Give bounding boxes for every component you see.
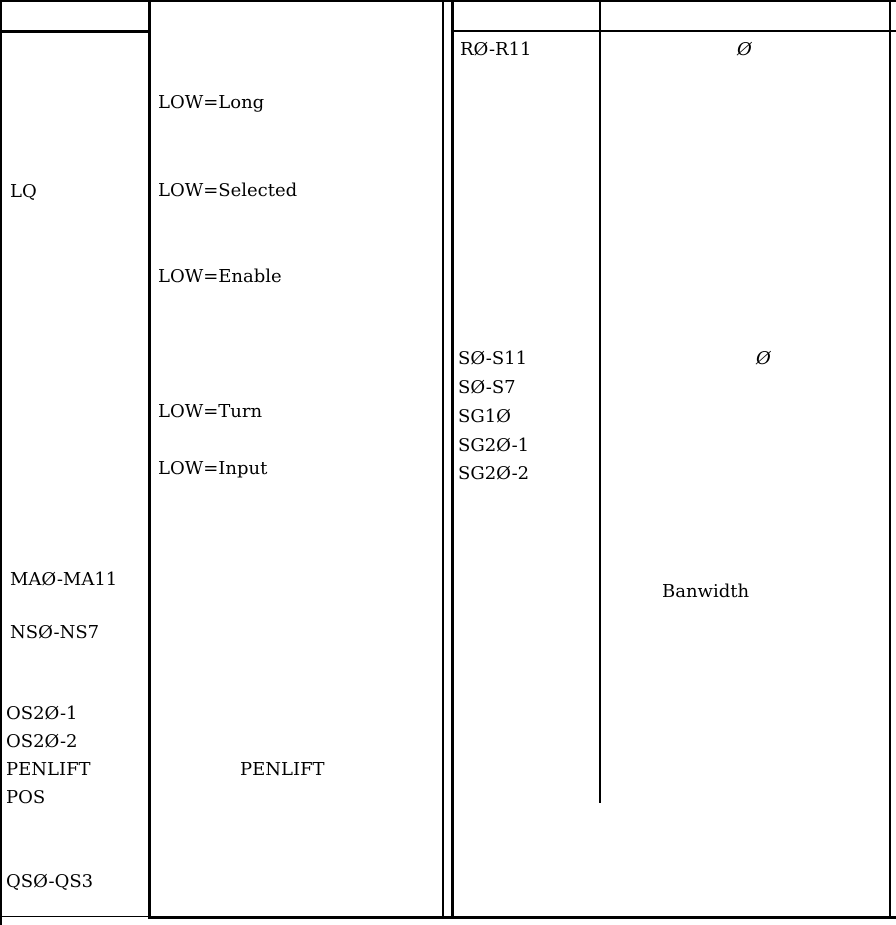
- description-cell: LOW=Enable: [158, 266, 282, 287]
- value-cell: Banwidth: [662, 581, 750, 602]
- signal-name-cell: PENLIFT: [6, 759, 91, 780]
- double-rule-left: [442, 0, 444, 919]
- right-table-header-rule: [452, 30, 896, 32]
- signal-name-cell: SØ-S11: [458, 348, 528, 369]
- value-cell: Ø: [756, 348, 771, 369]
- right-edge: [889, 0, 891, 919]
- double-rule-right: [451, 0, 454, 919]
- description-cell: PENLIFT: [240, 759, 325, 780]
- signal-name-cell: LQ: [10, 181, 37, 202]
- description-cell: LOW=Selected: [158, 180, 298, 201]
- signal-name-cell: POS: [6, 787, 46, 808]
- signal-name-cell: OS2Ø-2: [6, 731, 78, 752]
- description-cell: LOW=Long: [158, 92, 265, 113]
- left-col-divider: [148, 0, 151, 919]
- bottom-border: [148, 916, 896, 919]
- value-cell: Ø: [737, 39, 752, 60]
- signal-name-cell: SG2Ø-1: [458, 435, 530, 456]
- left-edge: [0, 0, 2, 925]
- signal-name-cell: OS2Ø-1: [6, 703, 78, 724]
- signal-name-cell: SØ-S7: [458, 377, 516, 398]
- right-col-divider: [599, 0, 601, 803]
- description-cell: LOW=Input: [158, 458, 268, 479]
- signal-name-cell: RØ-R11: [460, 39, 532, 60]
- description-cell: LOW=Turn: [158, 401, 263, 422]
- left-table-bottom-stub: [0, 916, 150, 917]
- signal-name-cell: NSØ-NS7: [10, 622, 100, 643]
- signal-name-cell: MAØ-MA11: [10, 569, 118, 590]
- top-border: [0, 0, 896, 2]
- signal-name-cell: QSØ-QS3: [6, 871, 94, 892]
- left-table-header-rule: [0, 30, 150, 33]
- signal-name-cell: SG1Ø: [458, 406, 511, 427]
- signal-name-cell: SG2Ø-2: [458, 463, 530, 484]
